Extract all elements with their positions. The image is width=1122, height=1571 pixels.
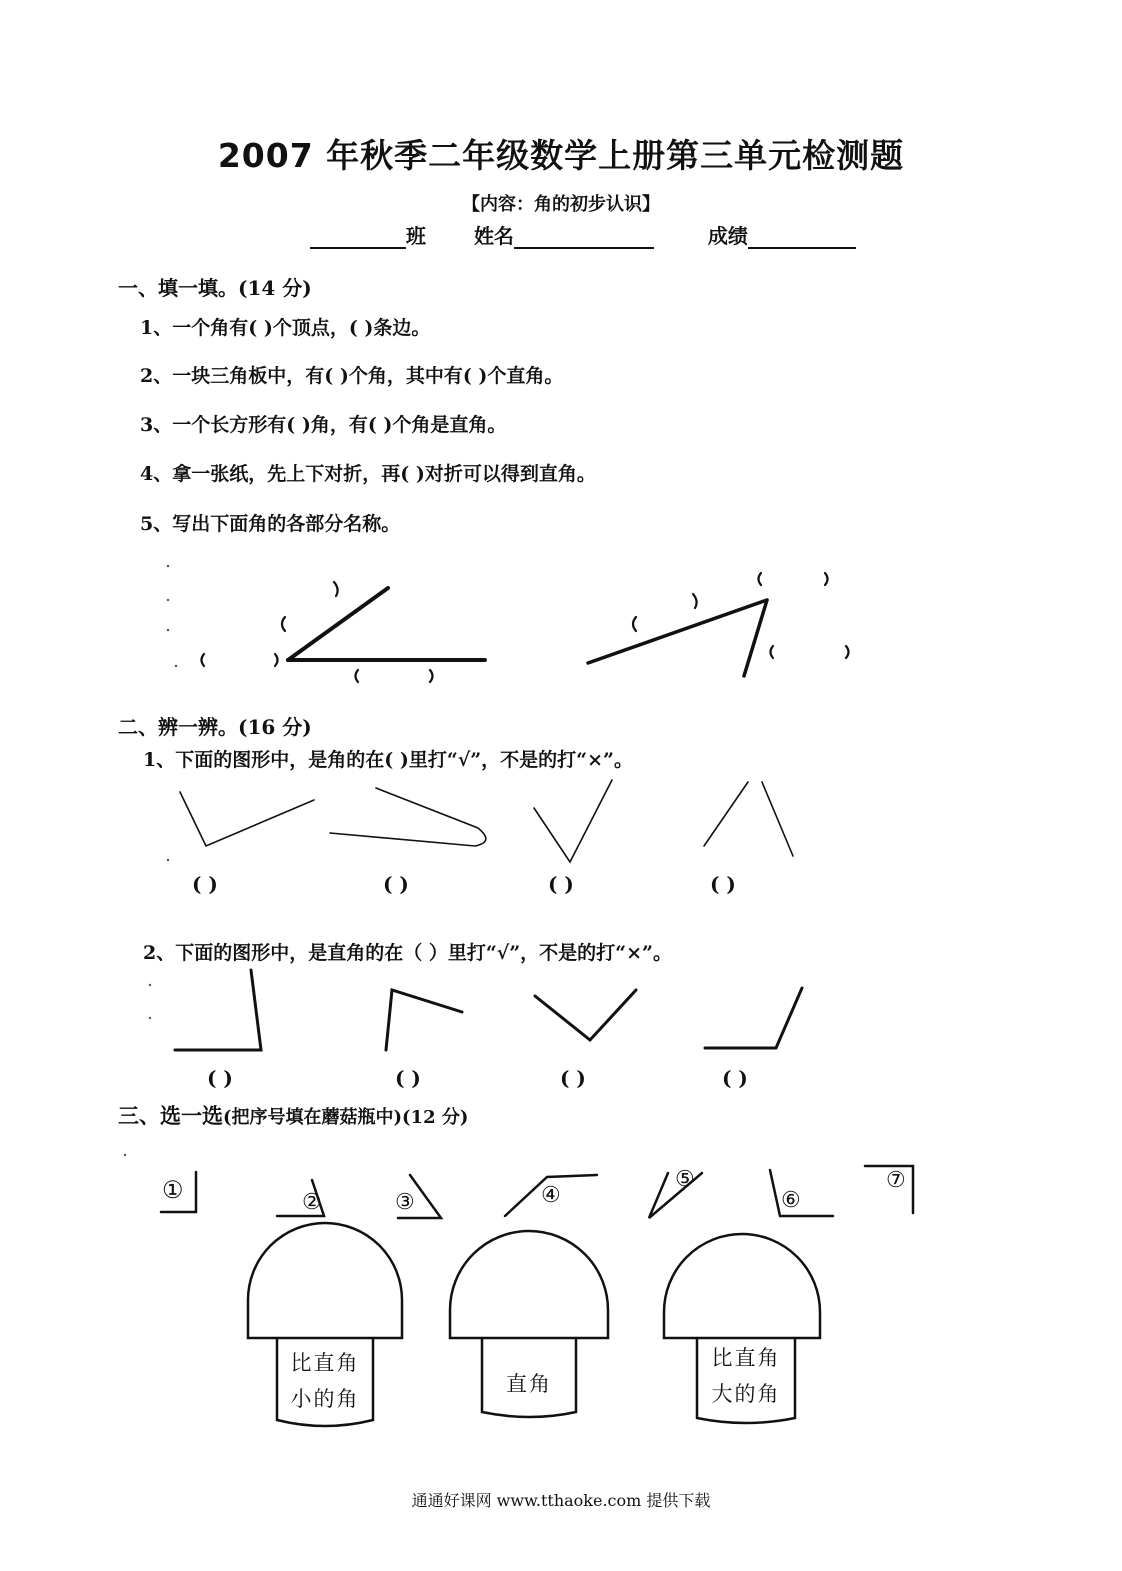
option-num-7: ⑦ — [886, 1168, 906, 1193]
label-parens — [202, 573, 849, 682]
section1-q3: 3、一个长方形有( )角，有( )个角是直角。 — [140, 414, 507, 436]
section3-note: (把序号填在蘑菇瓶中)(12 分) — [223, 1107, 469, 1128]
answer-paren-2-2-b[interactable]: ( ) — [395, 1066, 421, 1090]
section3-heading: 三、选一选 — [118, 1103, 223, 1128]
option-num-6: ⑥ — [781, 1188, 801, 1213]
score-label: 成绩 — [707, 224, 748, 248]
page-subtitle: 【内容：角的初步认识】 — [462, 194, 660, 215]
mushroom-3-label — [697, 1340, 795, 1412]
figures-2-2 — [175, 970, 802, 1050]
answer-paren-2-2-c[interactable]: ( ) — [560, 1066, 586, 1090]
section2-q2: 2、下面的图形中，是直角的在（ ）里打“√”，不是的打“×”。 — [143, 942, 672, 964]
option-num-2: ② — [302, 1190, 322, 1215]
mushroom-3-line2: 大的角 — [711, 1382, 781, 1406]
answer-paren-2-2-a[interactable]: ( ) — [207, 1066, 233, 1090]
class-label: 班 — [406, 224, 426, 248]
option-num-3: ③ — [395, 1190, 415, 1215]
section1-q4: 4、拿一张纸，先上下对折，再( )对折可以得到直角。 — [140, 463, 596, 485]
option-num-5: ⑤ — [675, 1167, 695, 1192]
section2-q1: 1、下面的图形中，是角的在( )里打“√”，不是的打“×”。 — [143, 749, 633, 771]
answer-paren-2-1-c[interactable]: ( ) — [548, 872, 574, 896]
section1-q2: 2、一块三角板中，有( )个角，其中有( )个直角。 — [140, 365, 564, 387]
mushroom-1-line1: 比直角 — [290, 1351, 360, 1375]
section1-q5: 5、写出下面角的各部分名称。 — [140, 513, 401, 535]
figures-2-1 — [180, 780, 793, 862]
page-title: 2007 年秋季二年级数学上册第三单元检测题 — [217, 136, 905, 175]
mushroom-2-line1: 直角 — [506, 1372, 552, 1396]
name-label: 姓名 — [473, 224, 514, 248]
answer-paren-2-1-a[interactable]: ( ) — [192, 872, 218, 896]
scan-dots — [124, 565, 177, 1156]
angle-diagram-right — [588, 600, 767, 676]
section1-heading: 一、填一填。(14 分) — [118, 276, 312, 300]
answer-paren-2-1-d[interactable]: ( ) — [710, 872, 736, 896]
footer-credit: 通通好课网 www.tthaoke.com 提供下载 — [411, 1491, 711, 1510]
mushroom-1-line2: 小的角 — [290, 1387, 360, 1411]
option-angles — [161, 1166, 913, 1218]
section2-heading: 二、辨一辨。(16 分) — [118, 715, 312, 739]
option-num-4: ④ — [541, 1183, 561, 1208]
mushroom-3-line1: 比直角 — [711, 1346, 781, 1370]
angle-diagram-left — [288, 588, 485, 660]
answer-paren-2-2-d[interactable]: ( ) — [722, 1066, 748, 1090]
mushroom-1-label — [277, 1345, 373, 1417]
mushroom-2-label — [482, 1366, 576, 1402]
option-num-1: ① — [162, 1176, 184, 1204]
answer-paren-2-1-b[interactable]: ( ) — [383, 872, 409, 896]
section1-q1: 1、一个角有( )个顶点，( )条边。 — [140, 317, 431, 339]
